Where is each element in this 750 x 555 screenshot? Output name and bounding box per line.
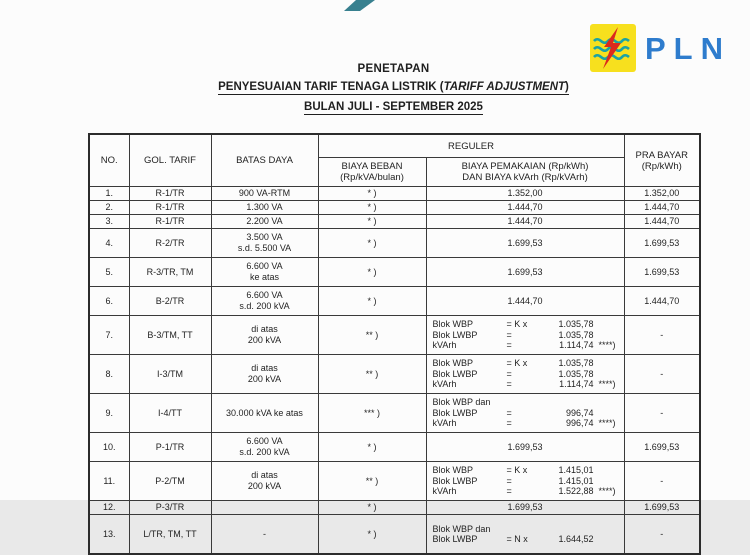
table-row [89,287,700,316]
cell-biaya-pemakaian [426,462,624,501]
blok-operator: = [506,340,512,351]
blok-operator [507,524,544,535]
cell-pra-bayar: 1.699,53 [624,501,700,515]
blok-line [433,408,624,419]
cell-gol-tarif: R-1/TR [129,187,211,201]
cell-no: 7. [89,316,129,355]
cell-biaya-beban: * ) [318,215,426,229]
cell-no: 2. [89,201,129,215]
blok-footnote-mark: ****) [598,340,616,351]
blok-operator: = [506,368,512,379]
table-row [89,187,700,201]
col-header-biaya-pemakaian: BIAYA PEMAKAIAN (Rp/kWh) DAN BIAYA kVArh (Rp/kVArh) [426,158,624,187]
blok-line [433,330,624,341]
blok-value [544,524,594,535]
blok-operator: = [506,407,512,418]
cell-batas-daya [211,355,318,394]
cell-no: 8. [89,355,129,394]
cell-batas-daya [211,187,318,201]
batas-daya-line: s.d. 200 kVA [239,301,290,311]
cell-biaya-beban: *** ) [318,394,426,433]
cell-no: 4. [89,229,129,258]
col-header-biaya-beban: BIAYA BEBAN (Rp/kVA/bulan) [318,158,426,187]
blok-operator [507,397,544,408]
blok-line [433,340,624,351]
blok-line [433,476,624,487]
blok-label: Blok WBP dan [432,523,491,534]
cell-no: 11. [89,462,129,501]
cell-biaya-beban: * ) [318,201,426,215]
col-header-reguler: REGULER [318,134,624,158]
blok-operator: = [506,379,512,390]
cell-no: 10. [89,433,129,462]
cell-biaya-beban: * ) [318,258,426,287]
blok-operator: = K x [506,465,528,476]
blok-line [433,319,624,330]
cell-no: 1. [89,187,129,201]
blok-line [433,418,624,429]
cell-batas-daya [211,515,318,555]
table-row [89,258,700,287]
cell-gol-tarif: R-1/TR [129,201,211,215]
batas-daya-line: di atas [251,470,278,480]
cell-biaya-pemakaian [426,316,624,355]
blok-label: Blok LWBP [432,407,478,418]
blok-line [433,534,624,545]
blok-footnote-mark: ****) [598,486,616,497]
blok-line [433,465,624,476]
cell-pra-bayar: 1.444,70 [624,215,700,229]
blok-value: 1.035,78 [558,368,594,379]
cell-pra-bayar: 1.699,53 [624,433,700,462]
cell-biaya-pemakaian: 1.444,70 [426,215,624,229]
batas-daya-line: 6.600 VA [246,261,283,271]
blok-value: 1.035,78 [558,358,594,369]
batas-daya-line: 200 kVA [247,374,282,384]
blok-label: kVArh [432,486,457,497]
cell-biaya-pemakaian: 1.699,53 [426,229,624,258]
cell-no: 5. [89,258,129,287]
cell-gol-tarif: P-2/TM [129,462,211,501]
batas-daya-line: ke atas [249,272,280,282]
table-row [89,316,700,355]
cell-pra-bayar: - [624,515,700,555]
document-title-block [88,63,699,113]
cell-batas-daya [211,501,318,515]
blok-label: Blok WBP dan [432,397,491,408]
cell-gol-tarif: L/TR, TM, TT [129,515,211,555]
blok-value: 996,74 [565,418,594,429]
blok-line [433,524,624,535]
cell-gol-tarif: R-1/TR [129,215,211,229]
blok-operator: = [506,475,512,486]
blok-label: Blok LWBP [432,329,478,340]
blok-operator: = [506,486,512,497]
cell-pra-bayar: 1.444,70 [624,201,700,215]
cell-pra-bayar: - [624,394,700,433]
blok-value: 1.415,01 [558,475,594,486]
cell-biaya-beban: * ) [318,229,426,258]
tariff-table-body [89,187,700,555]
batas-daya-line: - [263,528,266,539]
cell-pra-bayar: 1.352,00 [624,187,700,201]
blok-label: Blok LWBP [432,534,478,544]
cell-pra-bayar: - [624,316,700,355]
blok-line [433,358,624,369]
blok-footnote-mark: ****) [598,379,616,390]
cell-no: 6. [89,287,129,316]
cell-pra-bayar: 1.699,53 [624,258,700,287]
cell-biaya-pemakaian: 1.444,70 [426,201,624,215]
table-row [89,462,700,501]
cell-biaya-pemakaian: 1.699,53 [426,258,624,287]
blok-value: 1.415,01 [558,465,594,476]
cell-biaya-pemakaian: 1.444,70 [426,287,624,316]
cell-biaya-beban: * ) [318,287,426,316]
table-row [89,229,700,258]
blok-operator: = K x [506,358,528,369]
cell-biaya-beban: * ) [318,515,426,555]
cell-batas-daya [211,433,318,462]
col-header-pra-bayar: PRA BAYAR (Rp/kWh) [624,134,700,187]
cell-batas-daya [211,258,318,287]
batas-daya-line: 200 kVA [247,481,282,491]
table-row [89,355,700,394]
cell-biaya-beban: ** ) [318,316,426,355]
cell-batas-daya [211,394,318,433]
blok-operator: = [506,418,512,429]
batas-daya-line: 6.600 VA [246,290,283,300]
cell-gol-tarif: P-1/TR [129,433,211,462]
title-bulan-periode: BULAN JULI - SEPTEMBER 2025 [304,101,483,113]
cell-batas-daya [211,287,318,316]
blok-label: Blok LWBP [432,475,478,486]
cell-pra-bayar: 1.699,53 [624,229,700,258]
blok-value: 1.522,88 [558,486,594,497]
blok-label: Blok LWBP [432,368,478,379]
blok-line [433,397,624,408]
cell-gol-tarif: R-2/TR [129,229,211,258]
cell-biaya-beban: * ) [318,501,426,515]
cell-batas-daya [211,462,318,501]
table-row [89,515,700,555]
cell-no: 3. [89,215,129,229]
blok-value: 1.035,78 [558,319,594,330]
title-penetapan: PENETAPAN [357,63,430,75]
cell-batas-daya [211,229,318,258]
blok-label: kVArh [432,418,457,429]
blok-label: Blok WBP [432,358,474,369]
batas-daya-line: 6.600 VA [246,436,283,446]
batas-daya-line: s.d. 5.500 VA [237,243,292,253]
blok-value: 1.114,74 [559,379,594,390]
cell-pra-bayar: 1.444,70 [624,287,700,316]
cell-gol-tarif: P-3/TR [129,501,211,515]
blok-line [433,379,624,390]
blok-operator: = N x [506,534,528,544]
blok-operator: = K x [506,319,528,330]
cell-no: 9. [89,394,129,433]
blok-value: 1.114,74 [559,340,594,351]
table-row [89,433,700,462]
blok-label: Blok WBP [432,319,474,330]
batas-daya-line: di atas [251,363,278,373]
cell-batas-daya [211,201,318,215]
cell-biaya-beban: ** ) [318,355,426,394]
cell-biaya-beban: * ) [318,187,426,201]
col-header-gol-tarif: GOL. TARIF [129,134,211,187]
blok-operator: = [506,329,512,340]
cell-gol-tarif: I-4/TT [129,394,211,433]
batas-daya-line: 2.200 VA [246,216,283,226]
batas-daya-line: 200 kVA [247,335,282,345]
pln-logo-text: PLN [645,30,731,66]
blok-line [433,486,624,497]
batas-daya-line: 3.500 VA [246,232,283,242]
swoosh-graphic [344,0,378,11]
cell-no: 12. [89,501,129,515]
table-row [89,394,700,433]
cell-batas-daya [211,316,318,355]
cell-gol-tarif: R-3/TR, TM [129,258,211,287]
cell-batas-daya [211,215,318,229]
cell-no: 13. [89,515,129,555]
title-penyesuaian-tarif: PENYESUAIAN TARIF TENAGA LISTRIK (TARIFF ADJUSTMENT) [218,81,569,93]
cell-gol-tarif: B-2/TR [129,287,211,316]
cell-gol-tarif: I-3/TM [129,355,211,394]
blok-line [433,369,624,380]
batas-daya-line: 1.300 VA [246,202,283,212]
batas-daya-line: 30.000 kVA ke atas [226,407,303,418]
cell-biaya-beban: ** ) [318,462,426,501]
batas-daya-line: di atas [251,324,278,334]
tariff-table [88,133,701,555]
col-header-no: NO. [89,134,129,187]
table-row [89,501,700,515]
cell-biaya-pemakaian: 1.352,00 [426,187,624,201]
batas-daya-line: s.d. 200 kVA [239,447,290,457]
batas-daya-line: 900 VA-RTM [238,188,291,198]
blok-label: kVArh [432,340,457,351]
cell-pra-bayar: - [624,355,700,394]
cell-gol-tarif: B-3/TM, TT [129,316,211,355]
blok-value: 1.035,78 [558,329,594,340]
blok-value: 996,74 [565,407,594,418]
cell-biaya-pemakaian: 1.699,53 [426,433,624,462]
cell-biaya-pemakaian [426,355,624,394]
table-row [89,215,700,229]
blok-value [544,397,594,408]
blok-footnote-mark: ****) [598,418,616,429]
blok-label: Blok WBP [432,465,474,476]
cell-biaya-beban: * ) [318,433,426,462]
cell-pra-bayar: - [624,462,700,501]
cell-biaya-pemakaian [426,394,624,433]
col-header-batas-daya: BATAS DAYA [211,134,318,187]
cell-biaya-pemakaian [426,515,624,555]
blok-label: kVArh [432,379,457,390]
blok-value: 1.644,52 [558,534,594,544]
table-row [89,201,700,215]
cell-biaya-pemakaian: 1.699,53 [426,501,624,515]
